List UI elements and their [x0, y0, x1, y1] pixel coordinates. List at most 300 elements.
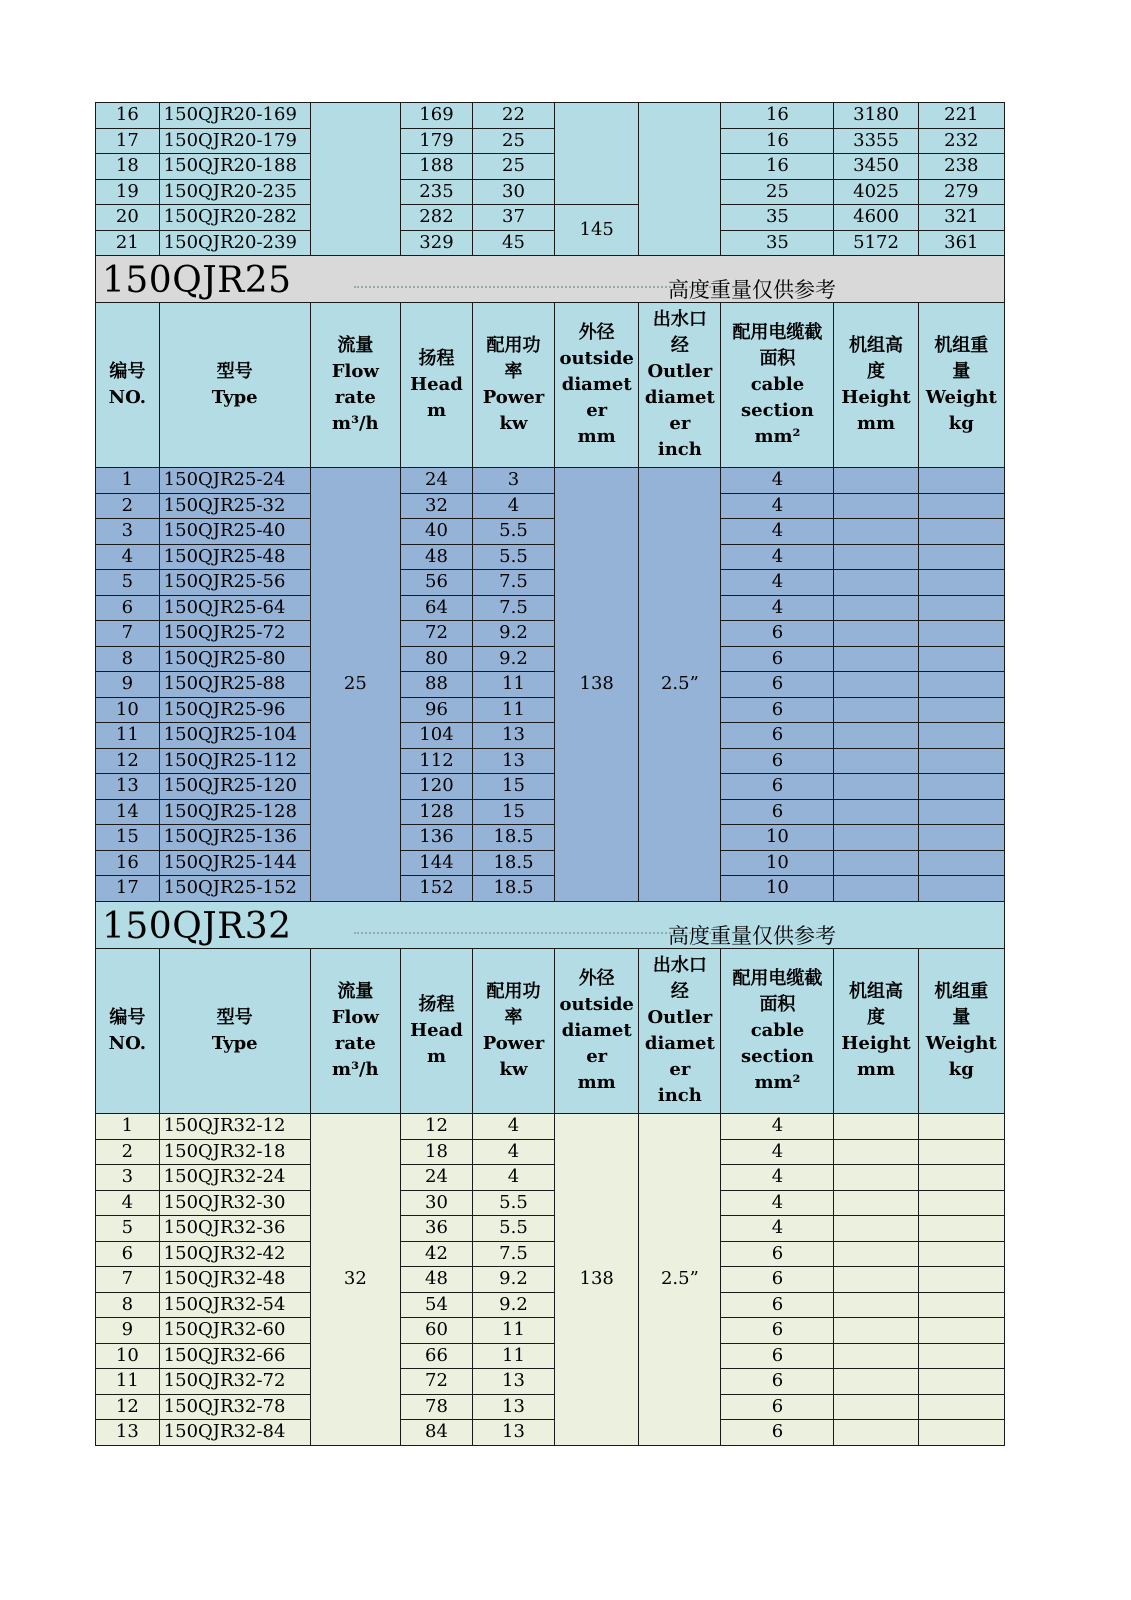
header-line: cable — [750, 1019, 805, 1041]
cell-head: 179 — [401, 128, 473, 154]
header-line: 机组重 — [934, 980, 989, 1002]
cell-type: 150QJR32-66 — [159, 1343, 310, 1369]
cell-type: 150QJR32-78 — [159, 1394, 310, 1420]
header-head — [401, 949, 473, 1114]
header-outside-diameter — [555, 949, 639, 1114]
cell-type: 150QJR25-112 — [159, 748, 310, 774]
header-line: outside — [559, 347, 634, 369]
table-header-row — [96, 949, 1005, 1114]
cell-weight — [918, 1216, 1004, 1242]
header-line: 配用功 — [486, 980, 541, 1002]
cell-power: 30 — [472, 179, 554, 205]
header-line: 量 — [952, 1006, 971, 1028]
table-row — [96, 621, 1005, 647]
cell-head: 144 — [401, 850, 473, 876]
table-row — [96, 646, 1005, 672]
header-power — [472, 303, 554, 468]
cell-weight — [918, 723, 1004, 749]
table-row — [96, 1114, 1005, 1140]
cell-cable: 6 — [721, 646, 834, 672]
cell-power: 13 — [472, 723, 554, 749]
cell-no: 2 — [96, 493, 160, 519]
cell-type: 150QJR25-152 — [159, 876, 310, 902]
header-line: m³/h — [332, 1059, 379, 1081]
cell-weight — [918, 672, 1004, 698]
header-line: Head — [410, 373, 463, 395]
header-line: diamet — [561, 373, 632, 395]
table-row — [96, 876, 1005, 902]
header-line: inch — [657, 1085, 702, 1107]
cell-no: 19 — [96, 179, 160, 205]
cell-no: 3 — [96, 1165, 160, 1191]
header-line: section — [741, 1046, 814, 1068]
header-line: mm — [856, 413, 896, 435]
cell-type: 150QJR20-188 — [159, 154, 310, 180]
cell-cable: 4 — [721, 493, 834, 519]
header-line: 经 — [670, 334, 689, 356]
cell-head: 136 — [401, 825, 473, 851]
cell-type: 150QJR25-40 — [159, 519, 310, 545]
header-line: 面积 — [759, 347, 796, 369]
cell-no: 2 — [96, 1139, 160, 1165]
cell-height — [834, 1114, 918, 1140]
header-line: 度 — [867, 360, 886, 382]
table-row — [96, 570, 1005, 596]
cell-height — [834, 1139, 918, 1165]
cell-type: 150QJR32-42 — [159, 1241, 310, 1267]
cell-cable: 35 — [721, 230, 834, 256]
table-row — [96, 723, 1005, 749]
cell-type: 150QJR25-96 — [159, 697, 310, 723]
header-line: mm² — [754, 1072, 801, 1094]
cell-height: 5172 — [834, 230, 918, 256]
cell-weight — [918, 595, 1004, 621]
cell-cable: 6 — [721, 723, 834, 749]
cell-cable: 4 — [721, 468, 834, 494]
cell-height — [834, 697, 918, 723]
cell-cable: 4 — [721, 570, 834, 596]
header-outlet-diameter — [639, 949, 721, 1114]
cell-no: 5 — [96, 1216, 160, 1242]
cell-type: 150QJR32-36 — [159, 1216, 310, 1242]
cell-height — [834, 774, 918, 800]
cell-weight — [918, 1292, 1004, 1318]
cell-cable: 4 — [721, 519, 834, 545]
cell-height — [834, 621, 918, 647]
cell-height — [834, 799, 918, 825]
table-row — [96, 850, 1005, 876]
cell-cable: 4 — [721, 1216, 834, 1242]
header-line: 量 — [952, 360, 971, 382]
header-line: kw — [499, 1059, 528, 1081]
cell-weight — [918, 519, 1004, 545]
cell-power: 9.2 — [472, 621, 554, 647]
header-line: section — [741, 400, 814, 422]
cell-power: 25 — [472, 128, 554, 154]
cell-head: 96 — [401, 697, 473, 723]
cell-no: 4 — [96, 544, 160, 570]
cell-cable: 6 — [721, 672, 834, 698]
cell-height — [834, 519, 918, 545]
cell-height — [834, 748, 918, 774]
cell-weight — [918, 1114, 1004, 1140]
cell-power: 13 — [472, 748, 554, 774]
header-flow-rate — [310, 949, 400, 1114]
cell-type: 150QJR25-136 — [159, 825, 310, 851]
cell-no: 13 — [96, 1420, 160, 1446]
cell-head: 24 — [401, 1165, 473, 1191]
header-line: 型号 — [216, 360, 253, 382]
cell-cable: 6 — [721, 1267, 834, 1293]
cell-power: 11 — [472, 672, 554, 698]
cell-height: 4025 — [834, 179, 918, 205]
cell-power: 13 — [472, 1420, 554, 1446]
cell-cable: 6 — [721, 1369, 834, 1395]
table-150qjr25 — [95, 302, 1005, 902]
cell-head: 80 — [401, 646, 473, 672]
cell-type: 150QJR32-18 — [159, 1139, 310, 1165]
cell-weight — [918, 1343, 1004, 1369]
cell-outlet-diameter — [639, 103, 721, 256]
cell-weight — [918, 799, 1004, 825]
cell-weight: 279 — [918, 179, 1004, 205]
cell-weight — [918, 1318, 1004, 1344]
cell-no: 11 — [96, 1369, 160, 1395]
cell-cable: 4 — [721, 1165, 834, 1191]
cell-head: 30 — [401, 1190, 473, 1216]
header-head — [401, 303, 473, 468]
table-row — [96, 825, 1005, 851]
cell-no: 21 — [96, 230, 160, 256]
table-150qjr20-continued — [95, 102, 1005, 256]
cell-no: 17 — [96, 876, 160, 902]
header-line: 外径 — [578, 967, 615, 989]
header-line: 流量 — [337, 980, 374, 1002]
header-line: 经 — [670, 980, 689, 1002]
header-line: Outler — [647, 360, 713, 382]
cell-cable: 10 — [721, 825, 834, 851]
cell-power: 15 — [472, 799, 554, 825]
cell-type: 150QJR25-32 — [159, 493, 310, 519]
table-row — [96, 595, 1005, 621]
cell-weight — [918, 493, 1004, 519]
cell-no: 12 — [96, 1394, 160, 1420]
cell-power: 4 — [472, 1114, 554, 1140]
cell-no: 7 — [96, 1267, 160, 1293]
cell-no: 9 — [96, 672, 160, 698]
cell-no: 13 — [96, 774, 160, 800]
table-row — [96, 1394, 1005, 1420]
cell-head: 48 — [401, 1267, 473, 1293]
cell-cable: 4 — [721, 595, 834, 621]
cell-height — [834, 468, 918, 494]
table-row — [96, 468, 1005, 494]
cell-power: 9.2 — [472, 1267, 554, 1293]
table-row — [96, 1369, 1005, 1395]
header-line: 面积 — [759, 993, 796, 1015]
section-title: 150QJR25 — [102, 260, 292, 301]
cell-head: 54 — [401, 1292, 473, 1318]
table-row — [96, 128, 1005, 154]
cell-power: 22 — [472, 103, 554, 129]
header-line: 型号 — [216, 1006, 253, 1028]
header-line: 率 — [504, 1006, 523, 1028]
cell-no: 9 — [96, 1318, 160, 1344]
header-line: mm — [577, 1072, 616, 1094]
cell-power: 13 — [472, 1394, 554, 1420]
header-line: er — [586, 400, 608, 422]
header-line: mm — [577, 426, 616, 448]
header-line: 出水口 — [652, 954, 707, 976]
header-line: Power — [482, 387, 545, 408]
cell-type: 150QJR32-60 — [159, 1318, 310, 1344]
cell-height — [834, 1369, 918, 1395]
cell-cable: 35 — [721, 205, 834, 231]
cell-head: 48 — [401, 544, 473, 570]
cell-cable: 6 — [721, 1292, 834, 1318]
table-row — [96, 1420, 1005, 1446]
header-power — [472, 949, 554, 1114]
table-row — [96, 672, 1005, 698]
cell-cable: 6 — [721, 1343, 834, 1369]
cell-no: 10 — [96, 697, 160, 723]
cell-weight — [918, 468, 1004, 494]
cell-no: 17 — [96, 128, 160, 154]
cell-type: 150QJR20-282 — [159, 205, 310, 231]
cell-power: 7.5 — [472, 570, 554, 596]
table-150qjr32 — [95, 948, 1005, 1446]
cell-no: 6 — [96, 595, 160, 621]
cell-weight — [918, 748, 1004, 774]
header-line: Type — [211, 1033, 258, 1054]
cell-power: 3 — [472, 468, 554, 494]
cell-type: 150QJR25-88 — [159, 672, 310, 698]
cell-type: 150QJR32-12 — [159, 1114, 310, 1140]
header-line: 度 — [867, 1006, 886, 1028]
cell-cable: 16 — [721, 154, 834, 180]
cell-type: 150QJR25-56 — [159, 570, 310, 596]
cell-weight — [918, 825, 1004, 851]
cell-weight — [918, 774, 1004, 800]
cell-head: 120 — [401, 774, 473, 800]
header-line: NO. — [108, 1033, 147, 1054]
cell-no: 14 — [96, 799, 160, 825]
cell-head: 112 — [401, 748, 473, 774]
cell-head: 24 — [401, 468, 473, 494]
cell-power: 9.2 — [472, 1292, 554, 1318]
header-height — [834, 303, 918, 468]
cell-type: 150QJR32-30 — [159, 1190, 310, 1216]
table-row — [96, 1318, 1005, 1344]
cell-type: 150QJR20-179 — [159, 128, 310, 154]
cell-head: 282 — [401, 205, 473, 231]
cell-height — [834, 850, 918, 876]
header-line: 率 — [504, 360, 523, 382]
cell-weight — [918, 1369, 1004, 1395]
cell-height: 3355 — [834, 128, 918, 154]
cell-type: 150QJR20-169 — [159, 103, 310, 129]
cell-power: 7.5 — [472, 595, 554, 621]
cell-power: 4 — [472, 493, 554, 519]
cell-power: 11 — [472, 697, 554, 723]
header-line: 配用电缆截 — [732, 321, 823, 343]
header-line: Weight — [925, 1033, 997, 1054]
cell-weight — [918, 621, 1004, 647]
cell-weight: 238 — [918, 154, 1004, 180]
cell-cable: 25 — [721, 179, 834, 205]
cell-height — [834, 1216, 918, 1242]
cell-head: 72 — [401, 621, 473, 647]
header-line: rate — [334, 1033, 376, 1054]
cell-height — [834, 595, 918, 621]
cell-height — [834, 1267, 918, 1293]
cell-weight — [918, 570, 1004, 596]
header-line: inch — [657, 439, 702, 461]
cell-cable: 4 — [721, 544, 834, 570]
cell-no: 3 — [96, 519, 160, 545]
cell-head: 188 — [401, 154, 473, 180]
cell-head: 36 — [401, 1216, 473, 1242]
table-row — [96, 103, 1005, 129]
cell-weight — [918, 1394, 1004, 1420]
cell-head: 60 — [401, 1318, 473, 1344]
cell-power: 11 — [472, 1318, 554, 1344]
header-line: er — [669, 413, 691, 435]
cell-type: 150QJR20-235 — [159, 179, 310, 205]
cell-power: 37 — [472, 205, 554, 231]
header-outside-diameter — [555, 303, 639, 468]
cell-type: 150QJR25-120 — [159, 774, 310, 800]
section-title: 150QJR32 — [102, 906, 292, 947]
cell-no: 16 — [96, 103, 160, 129]
header-line: 机组高 — [849, 334, 904, 356]
cell-power: 5.5 — [472, 1216, 554, 1242]
header-line: m — [426, 1046, 446, 1068]
cell-height — [834, 570, 918, 596]
header-cable-section — [721, 303, 834, 468]
cell-cable: 16 — [721, 103, 834, 129]
cell-no: 7 — [96, 621, 160, 647]
section-title-bar-150qjr32 — [95, 901, 1005, 949]
header-line: Height — [841, 1033, 911, 1054]
table-header-row — [96, 303, 1005, 468]
cell-height — [834, 1420, 918, 1446]
cell-outside-diameter: 138 — [555, 1114, 639, 1446]
cell-outlet-diameter: 2.5” — [639, 1114, 721, 1446]
header-line: Flow — [331, 1006, 379, 1028]
cell-height: 4600 — [834, 205, 918, 231]
cell-height: 3180 — [834, 103, 918, 129]
cell-weight — [918, 1267, 1004, 1293]
cell-type: 150QJR25-128 — [159, 799, 310, 825]
header-line: 机组高 — [849, 980, 904, 1002]
cell-power: 7.5 — [472, 1241, 554, 1267]
cell-power: 45 — [472, 230, 554, 256]
cell-no: 4 — [96, 1190, 160, 1216]
cell-height — [834, 825, 918, 851]
cell-type: 150QJR32-48 — [159, 1267, 310, 1293]
cell-head: 12 — [401, 1114, 473, 1140]
header-line: 扬程 — [418, 993, 455, 1015]
table-row — [96, 1292, 1005, 1318]
cell-no: 15 — [96, 825, 160, 851]
header-line: Height — [841, 387, 911, 408]
table-row — [96, 519, 1005, 545]
cell-head: 72 — [401, 1369, 473, 1395]
header-line: Weight — [925, 387, 997, 408]
table-row — [96, 1165, 1005, 1191]
cell-power: 5.5 — [472, 544, 554, 570]
cell-head: 169 — [401, 103, 473, 129]
cell-type: 150QJR25-24 — [159, 468, 310, 494]
header-line: 配用功 — [486, 334, 541, 356]
cell-head: 64 — [401, 595, 473, 621]
header-type — [159, 949, 310, 1114]
cell-power: 25 — [472, 154, 554, 180]
cell-head: 56 — [401, 570, 473, 596]
cell-cable: 6 — [721, 621, 834, 647]
table-row — [96, 1190, 1005, 1216]
cell-no: 8 — [96, 646, 160, 672]
cell-flow: 32 — [310, 1114, 400, 1446]
cell-type: 150QJR20-239 — [159, 230, 310, 256]
header-line: kw — [499, 413, 528, 435]
header-line: NO. — [108, 387, 147, 408]
header-line: 配用电缆截 — [732, 967, 823, 989]
cell-no: 5 — [96, 570, 160, 596]
cell-head: 18 — [401, 1139, 473, 1165]
cell-outlet-diameter: 2.5” — [639, 468, 721, 902]
cell-height — [834, 1241, 918, 1267]
table-row — [96, 1241, 1005, 1267]
cell-head: 32 — [401, 493, 473, 519]
cell-weight — [918, 850, 1004, 876]
cell-weight: 221 — [918, 103, 1004, 129]
cell-weight — [918, 1190, 1004, 1216]
cell-head: 84 — [401, 1420, 473, 1446]
cell-weight — [918, 646, 1004, 672]
cell-height — [834, 1394, 918, 1420]
table-row — [96, 1139, 1005, 1165]
cell-power: 18.5 — [472, 825, 554, 851]
header-line: 出水口 — [652, 308, 707, 330]
cell-outside-diameter: 145 — [555, 205, 639, 256]
cell-cable: 6 — [721, 1394, 834, 1420]
cell-power: 18.5 — [472, 876, 554, 902]
cell-weight — [918, 544, 1004, 570]
cell-height — [834, 544, 918, 570]
cell-no: 11 — [96, 723, 160, 749]
reference-note: 高度重量仅供参考 — [668, 924, 836, 948]
cell-power: 13 — [472, 1369, 554, 1395]
header-line: rate — [334, 387, 376, 408]
cell-power: 4 — [472, 1139, 554, 1165]
cell-type: 150QJR25-48 — [159, 544, 310, 570]
cell-no: 18 — [96, 154, 160, 180]
cell-no: 20 — [96, 205, 160, 231]
table-row — [96, 1267, 1005, 1293]
header-line: Power — [482, 1033, 545, 1054]
table-row — [96, 154, 1005, 180]
cell-power: 11 — [472, 1343, 554, 1369]
table-row — [96, 748, 1005, 774]
cell-weight: 321 — [918, 205, 1004, 231]
header-line: Outler — [647, 1006, 713, 1028]
header-line: 机组重 — [934, 334, 989, 356]
header-weight — [918, 949, 1004, 1114]
header-line: m³/h — [332, 413, 379, 435]
cell-height — [834, 493, 918, 519]
